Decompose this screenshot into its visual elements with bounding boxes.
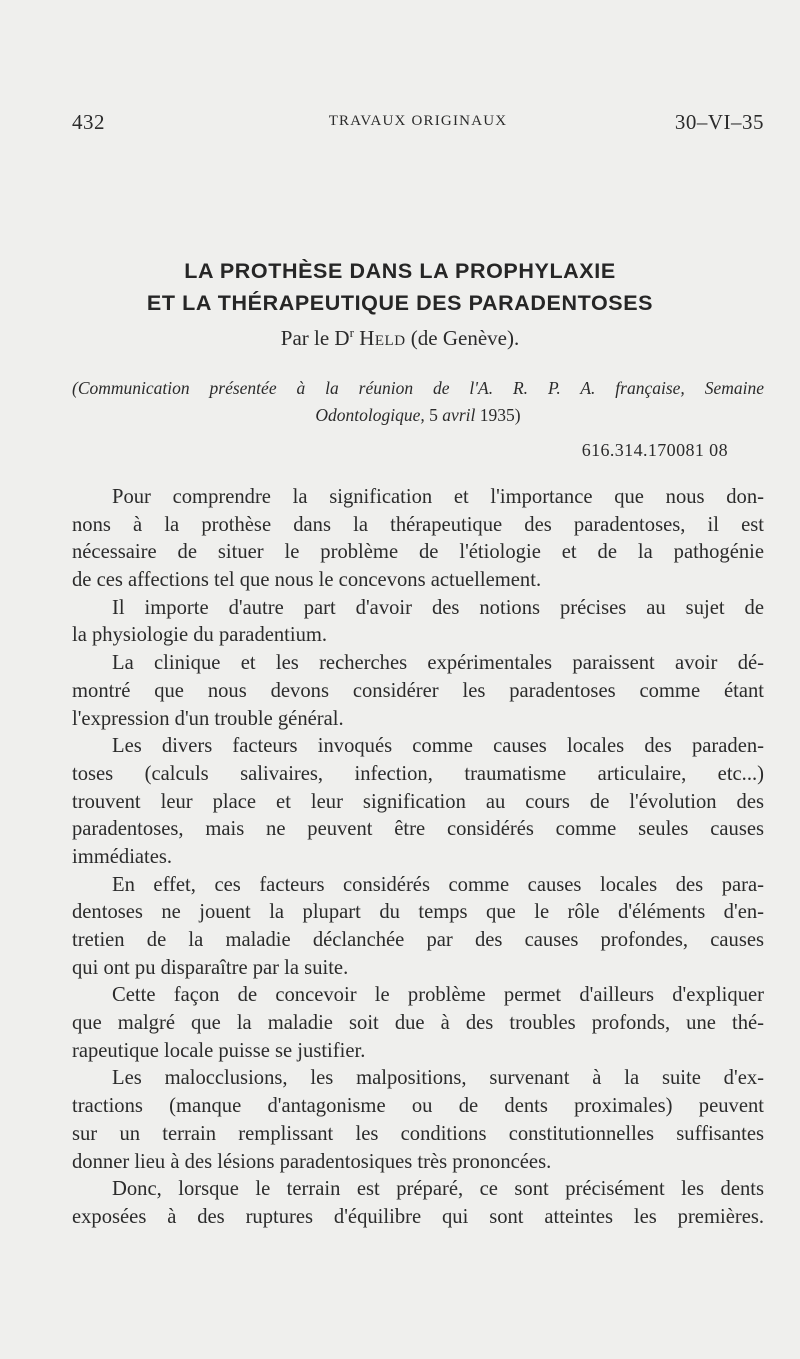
body-line: montré que nous devons considérer les paradentoses comme étant: [72, 679, 764, 702]
author-title-superscript: r: [349, 325, 354, 340]
body-paragraph: [72, 1176, 764, 1231]
article-title-line-2: ET LA THÉRAPEUTIQUE DES PARADENTOSES: [146, 291, 654, 315]
body-line: dentoses ne jouent la plupart du temps que le rôle d'éléments d'en-: [72, 901, 764, 924]
communication-publication: Odontologique,: [315, 405, 425, 425]
author-name: Held: [359, 326, 406, 350]
classification-number: 616.314.170081 08: [581, 440, 728, 460]
body-line: tractions (manque d'antagonisme ou de dents proximales) peuvent: [72, 1095, 764, 1118]
page-number: 432: [72, 110, 105, 134]
body-line: immédiates.: [72, 845, 173, 868]
body-line: trouvent leur place et leur signification au cours de l'évolution des: [72, 790, 764, 813]
article-title-line-1: LA PROTHÈSE DANS LA PROPHYLAXIE: [184, 259, 616, 283]
body-line: donner lieu à des lésions paradentosiques très prononcées.: [72, 1150, 552, 1173]
author-affiliation: (de Genève).: [410, 326, 520, 350]
body-line: Pour comprendre la signification et l'importance que nous don-: [112, 486, 764, 508]
body-line: paradentoses, mais ne peuvent être considérés comme seules causes: [72, 818, 764, 841]
body-line: qui ont pu disparaître par la suite.: [72, 956, 349, 979]
body-line: nons à la prothèse dans la thérapeutique des paradentoses, il est: [72, 513, 764, 536]
author-prefix: Par le D: [280, 326, 350, 350]
communication-year: 1935): [475, 405, 521, 425]
journal-section: TRAVAUX ORIGINAUX: [328, 113, 508, 129]
body-line: La clinique et les recherches expérimentales paraissent avoir dé-: [112, 652, 764, 675]
author-line: [100, 326, 700, 351]
body-line: Il importe d'autre part d'avoir des notions précises au sujet de: [112, 596, 764, 619]
body-line: sur un terrain remplissant les conditions constitutionnelles suffisantes: [72, 1122, 764, 1145]
body-line: l'expression d'un trouble général.: [72, 707, 344, 730]
body-paragraph: [72, 484, 764, 595]
body-paragraph: [72, 1065, 764, 1176]
body-line: Les malocclusions, les malpositions, survenant à la suite d'ex-: [112, 1067, 764, 1090]
body-line: nécessaire de situer le problème de l'étiologie et de la pathogénie: [72, 541, 764, 564]
communication-day: 5: [424, 405, 443, 425]
communication-note: [72, 375, 764, 429]
body-line: de ces affections tel que nous le concevons actuellement.: [72, 569, 542, 592]
body-line: toses (calculs salivaires, infection, traumatisme articulaire, etc...): [72, 762, 764, 785]
body-paragraph: [72, 982, 764, 1065]
body-line: rapeutique locale puisse se justifier.: [72, 1039, 366, 1062]
body-paragraph: [72, 650, 764, 733]
body-line: tretien de la maladie déclanchée par des causes profondes, causes: [72, 929, 764, 951]
body-line: la physiologie du paradentium.: [72, 624, 328, 647]
body-paragraph: [72, 872, 764, 983]
body-line: exposées à des ruptures d'équilibre qui sont atteintes les premières.: [72, 1205, 764, 1228]
communication-line-2: [72, 402, 764, 429]
issue-date: 30–VI–35: [674, 110, 764, 134]
body-line: Les divers facteurs invoqués comme causes locales des paraden-: [112, 735, 764, 758]
communication-month: avril: [442, 405, 476, 425]
body-line: En effet, ces facteurs considérés comme causes locales des para-: [112, 873, 764, 896]
body-paragraph: [72, 733, 764, 871]
article-body: [72, 484, 764, 1232]
body-line: Donc, lorsque le terrain est préparé, ce sont précisément les dents: [112, 1178, 764, 1201]
running-head: [72, 110, 764, 140]
article-title: [60, 255, 740, 319]
body-line: Cette façon de concevoir le problème permet d'ailleurs d'expliquer: [112, 984, 764, 1007]
body-paragraph: [72, 595, 764, 650]
communication-line-1: (Communication présentée à la réunion de l'A. R. P. A. française, Semaine: [72, 378, 764, 398]
body-line: que malgré que la maladie soit due à des troubles profonds, une thé-: [72, 1012, 764, 1035]
